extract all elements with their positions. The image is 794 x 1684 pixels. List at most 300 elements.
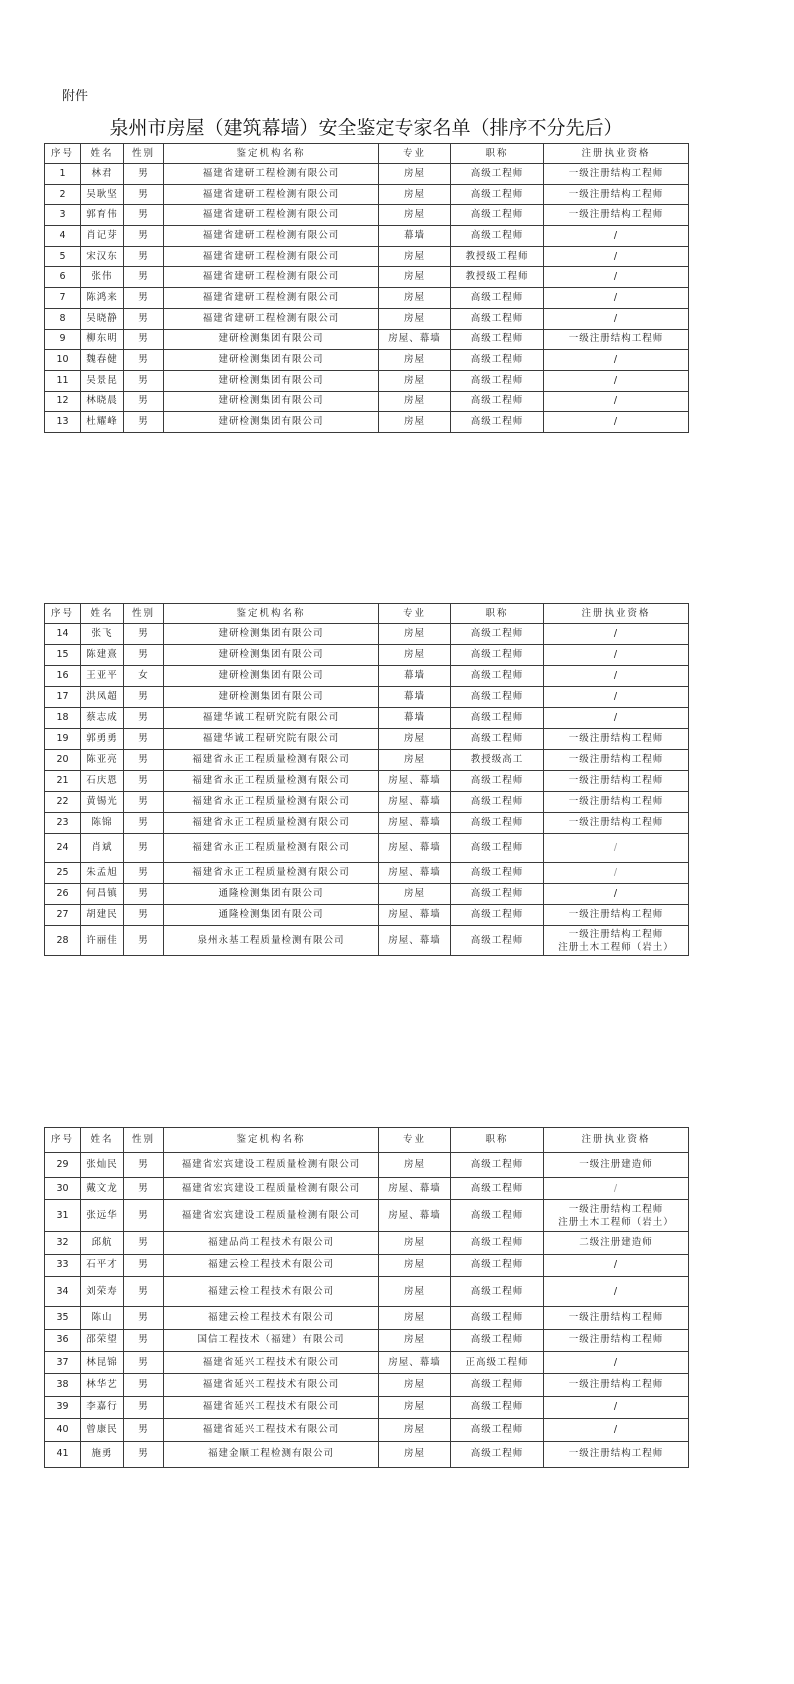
cell-gender: 男 [124,729,164,750]
cell-name: 吴耿坚 [81,184,124,205]
cell-name: 吴景昆 [81,370,124,391]
cell-no: 39 [45,1396,81,1418]
cell-gender: 男 [124,391,164,412]
header-row [45,1128,689,1153]
cell-cert: / [544,288,689,309]
cell-cert: 一级注册结构工程师 [544,729,689,750]
cell-cert: 一级注册建造师 [544,1153,689,1178]
table-row [45,771,689,792]
cell-cert: 一级注册结构工程师 [544,164,689,185]
cell-no: 23 [45,813,81,834]
cell-no: 36 [45,1329,81,1351]
cell-no: 13 [45,412,81,433]
cell-cert: 一级注册结构工程师 [544,771,689,792]
cell-major: 房屋、幕墙 [379,1351,451,1373]
cell-gender: 男 [124,750,164,771]
cell-no: 29 [45,1153,81,1178]
cell-cert: / [544,708,689,729]
table-row [45,1396,689,1418]
cell-no: 17 [45,687,81,708]
cell-org: 福建省建研工程检测有限公司 [164,226,379,247]
cell-org: 福建省延兴工程技术有限公司 [164,1419,379,1441]
cell-cert: / [544,1178,689,1200]
cell-org: 福建省永正工程质量检测有限公司 [164,813,379,834]
header-cell-cert: 注册执业资格 [544,604,689,624]
header-cell-cert: 注册执业资格 [544,1128,689,1153]
cell-org: 福建省建研工程检测有限公司 [164,288,379,309]
cell-major: 幕墙 [379,226,451,247]
cell-name: 张灿民 [81,1153,124,1178]
cell-job-title: 高级工程师 [451,308,544,329]
cell-major: 房屋 [379,370,451,391]
cell-name: 施勇 [81,1441,124,1467]
table-row [45,834,689,863]
cell-cert: / [544,391,689,412]
cell-org: 建研检测集团有限公司 [164,329,379,350]
cell-major: 房屋、幕墙 [379,1200,451,1232]
table-row [45,792,689,813]
cell-major: 房屋 [379,1232,451,1254]
cell-org: 福建华诚工程研究院有限公司 [164,708,379,729]
cell-gender: 男 [124,412,164,433]
cell-cert: 一级注册结构工程师 [544,905,689,926]
cert-line: 一级注册结构工程师 [568,928,664,940]
table-row [45,1277,689,1307]
cell-cert: / [544,1396,689,1418]
cell-major: 房屋 [379,350,451,371]
cell-gender: 男 [124,1200,164,1232]
table-row [45,370,689,391]
cell-gender: 女 [124,666,164,687]
cell-name: 郭育伟 [81,205,124,226]
cell-org: 建研检测集团有限公司 [164,370,379,391]
cell-org: 福建华诚工程研究院有限公司 [164,729,379,750]
cell-major: 房屋 [379,391,451,412]
cell-major: 房屋 [379,645,451,666]
cell-name: 石庆恩 [81,771,124,792]
cell-org: 建研检测集团有限公司 [164,412,379,433]
cell-gender: 男 [124,1441,164,1467]
cell-org: 福建省宏宾建设工程质量检测有限公司 [164,1153,379,1178]
cell-job-title: 高级工程师 [451,184,544,205]
cell-major: 房屋、幕墙 [379,771,451,792]
cell-name: 蔡志成 [81,708,124,729]
cell-no: 35 [45,1307,81,1329]
cell-org: 福建云检工程技术有限公司 [164,1307,379,1329]
cell-cert: 二级注册建造师 [544,1232,689,1254]
cell-job-title: 高级工程师 [451,1396,544,1418]
cell-job-title: 高级工程师 [451,1374,544,1396]
cell-major: 房屋 [379,205,451,226]
cell-gender: 男 [124,370,164,391]
cell-job-title: 高级工程师 [451,226,544,247]
header-cell-job-title: 职称 [451,144,544,164]
header-cell-name: 姓名 [81,604,124,624]
cell-job-title: 高级工程师 [451,905,544,926]
cell-major: 房屋 [379,184,451,205]
table-row [45,1441,689,1467]
table-row [45,708,689,729]
cell-job-title: 高级工程师 [451,863,544,884]
cell-job-title: 高级工程师 [451,412,544,433]
cell-cert: 一级注册结构工程师 [544,205,689,226]
cell-major: 房屋 [379,729,451,750]
cell-no: 26 [45,884,81,905]
cell-org: 福建省永正工程质量检测有限公司 [164,771,379,792]
cert-line: 注册土木工程师（岩土） [558,941,674,953]
header-cell-no: 序号 [45,144,81,164]
cell-name: 林华艺 [81,1374,124,1396]
cell-name: 胡建民 [81,905,124,926]
cell-name: 陈鸿来 [81,288,124,309]
cell-name: 李嘉行 [81,1396,124,1418]
cell-major: 房屋、幕墙 [379,905,451,926]
cell-job-title: 教授级高工 [451,750,544,771]
cell-org: 福建省永正工程质量检测有限公司 [164,792,379,813]
cell-name: 陈锦 [81,813,124,834]
cell-no: 27 [45,905,81,926]
header-cell-gender: 性别 [124,1128,164,1153]
cell-job-title: 高级工程师 [451,729,544,750]
header-cell-major: 专业 [379,144,451,164]
cell-org: 通隆检测集团有限公司 [164,905,379,926]
table-row [45,926,689,956]
cell-name: 洪凤超 [81,687,124,708]
cell-org: 福建云检工程技术有限公司 [164,1277,379,1307]
cell-gender: 男 [124,905,164,926]
cell-major: 房屋 [379,1153,451,1178]
cell-job-title: 高级工程师 [451,205,544,226]
cell-gender: 男 [124,350,164,371]
cell-major: 房屋 [379,884,451,905]
cell-no: 5 [45,246,81,267]
cell-name: 何昌镇 [81,884,124,905]
cell-org: 通隆检测集团有限公司 [164,884,379,905]
cell-gender: 男 [124,708,164,729]
cell-name: 肖斌 [81,834,124,863]
cell-job-title: 高级工程师 [451,834,544,863]
cell-gender: 男 [124,1254,164,1276]
table-row [45,412,689,433]
cell-gender: 男 [124,1232,164,1254]
table-row [45,863,689,884]
table-row [45,750,689,771]
cell-name: 魏春健 [81,350,124,371]
cell-no: 31 [45,1200,81,1232]
cell-major: 房屋 [379,1307,451,1329]
cell-org: 泉州永基工程质量检测有限公司 [164,926,379,956]
cell-no: 18 [45,708,81,729]
cell-major: 房屋 [379,1374,451,1396]
cell-no: 16 [45,666,81,687]
cell-gender: 男 [124,863,164,884]
cell-gender: 男 [124,246,164,267]
cell-job-title: 教授级工程师 [451,246,544,267]
cert-line: 注册土木工程师（岩土） [558,1216,674,1228]
cell-job-title: 高级工程师 [451,1329,544,1351]
cell-org: 福建省建研工程检测有限公司 [164,267,379,288]
cell-name: 邱航 [81,1232,124,1254]
cell-no: 32 [45,1232,81,1254]
header-cell-major: 专业 [379,1128,451,1153]
cell-org: 福建省建研工程检测有限公司 [164,308,379,329]
table-row [45,1351,689,1373]
cell-major: 房屋 [379,1396,451,1418]
cell-major: 房屋 [379,1277,451,1307]
table-row [45,687,689,708]
cell-cert: / [544,370,689,391]
cell-cert: / [544,412,689,433]
table-row [45,205,689,226]
cell-name: 刘荣寿 [81,1277,124,1307]
document-title: 泉州市房屋（建筑幕墙）安全鉴定专家名单（排序不分先后） [109,117,623,139]
table-row [45,1419,689,1441]
cell-gender: 男 [124,645,164,666]
cell-cert: / [544,1277,689,1307]
table-row [45,1200,689,1232]
cell-gender: 男 [124,1153,164,1178]
cell-cert: / [544,267,689,288]
cell-job-title: 高级工程师 [451,884,544,905]
cell-name: 许丽佳 [81,926,124,956]
table-row [45,246,689,267]
cell-cert: / [544,834,689,863]
table-row [45,184,689,205]
cell-name: 吴晓静 [81,308,124,329]
cell-gender: 男 [124,267,164,288]
cell-org: 福建省永正工程质量检测有限公司 [164,750,379,771]
table-row [45,666,689,687]
table-row [45,729,689,750]
cell-gender: 男 [124,329,164,350]
cell-no: 12 [45,391,81,412]
cell-major: 房屋 [379,1329,451,1351]
cell-gender: 男 [124,1307,164,1329]
cell-org: 福建金顺工程检测有限公司 [164,1441,379,1467]
cell-gender: 男 [124,164,164,185]
cell-job-title: 正高级工程师 [451,1351,544,1373]
table-row [45,813,689,834]
cell-name: 肖记芽 [81,226,124,247]
cell-cert: / [544,884,689,905]
cell-major: 房屋 [379,308,451,329]
cell-no: 6 [45,267,81,288]
cell-major: 房屋、幕墙 [379,863,451,884]
cell-org: 建研检测集团有限公司 [164,391,379,412]
cell-job-title: 教授级工程师 [451,267,544,288]
cell-major: 房屋、幕墙 [379,926,451,956]
table-row [45,1307,689,1329]
cell-major: 房屋 [379,1441,451,1467]
cell-gender: 男 [124,926,164,956]
cell-job-title: 高级工程师 [451,1254,544,1276]
cell-org: 福建省建研工程检测有限公司 [164,246,379,267]
cell-org: 建研检测集团有限公司 [164,645,379,666]
cert-line: 一级注册结构工程师 [568,1203,664,1215]
header-cell-job-title: 职称 [451,604,544,624]
cell-job-title: 高级工程师 [451,1232,544,1254]
cell-gender: 男 [124,884,164,905]
cell-major: 房屋 [379,750,451,771]
cell-no: 37 [45,1351,81,1373]
expert-table-1 [44,143,689,433]
cell-job-title: 高级工程师 [451,1307,544,1329]
cell-org: 福建省建研工程检测有限公司 [164,205,379,226]
cell-major: 幕墙 [379,687,451,708]
cell-name: 黄锡光 [81,792,124,813]
cell-gender: 男 [124,1329,164,1351]
table-row [45,905,689,926]
cell-no: 1 [45,164,81,185]
table-row [45,1153,689,1178]
cell-cert: / [544,624,689,645]
cell-cert: / [544,308,689,329]
header-cell-org: 鉴定机构名称 [164,144,379,164]
cell-name: 邵荣望 [81,1329,124,1351]
cell-job-title: 高级工程师 [451,164,544,185]
cell-no: 8 [45,308,81,329]
cell-name: 陈建熹 [81,645,124,666]
cell-name: 张飞 [81,624,124,645]
cell-no: 3 [45,205,81,226]
header-cell-no: 序号 [45,1128,81,1153]
cell-org: 福建省永正工程质量检测有限公司 [164,863,379,884]
cell-cert: 一级注册结构工程师 [544,1441,689,1467]
cell-major: 房屋 [379,624,451,645]
cell-major: 房屋、幕墙 [379,813,451,834]
table-row [45,1232,689,1254]
cell-major: 幕墙 [379,708,451,729]
header-cell-job-title: 职称 [451,1128,544,1153]
cell-name: 郭勇勇 [81,729,124,750]
cell-no: 7 [45,288,81,309]
cell-gender: 男 [124,1396,164,1418]
cell-name: 柳东明 [81,329,124,350]
cell-gender: 男 [124,687,164,708]
attachment-label: 附件 [62,89,89,104]
cell-job-title: 高级工程师 [451,1419,544,1441]
header-cell-name: 姓名 [81,1128,124,1153]
cell-job-title: 高级工程师 [451,329,544,350]
cell-cert: 一级注册结构工程师 [544,1374,689,1396]
cell-cert [544,926,689,956]
cell-cert: 一级注册结构工程师 [544,813,689,834]
cell-no: 33 [45,1254,81,1276]
cell-job-title: 高级工程师 [451,771,544,792]
cell-name: 曾康民 [81,1419,124,1441]
table-row [45,1374,689,1396]
cell-gender: 男 [124,813,164,834]
cell-gender: 男 [124,288,164,309]
cell-gender: 男 [124,792,164,813]
cell-org: 福建省延兴工程技术有限公司 [164,1374,379,1396]
cell-cert: 一级注册结构工程师 [544,329,689,350]
cell-major: 房屋、幕墙 [379,1178,451,1200]
cell-job-title: 高级工程师 [451,813,544,834]
header-cell-org: 鉴定机构名称 [164,604,379,624]
table-row [45,267,689,288]
cell-major: 房屋 [379,246,451,267]
cell-major: 房屋 [379,267,451,288]
table-row [45,308,689,329]
cell-gender: 男 [124,1419,164,1441]
cell-no: 4 [45,226,81,247]
cell-org: 国信工程技术（福建）有限公司 [164,1329,379,1351]
cell-gender: 男 [124,205,164,226]
cell-name: 张远华 [81,1200,124,1232]
cell-cert: 一级注册结构工程师 [544,1329,689,1351]
cell-no: 21 [45,771,81,792]
header-cell-major: 专业 [379,604,451,624]
cell-name: 张伟 [81,267,124,288]
cell-cert: 一级注册结构工程师 [544,792,689,813]
cell-job-title: 高级工程师 [451,1200,544,1232]
cell-org: 福建省永正工程质量检测有限公司 [164,834,379,863]
header-cell-org: 鉴定机构名称 [164,1128,379,1153]
header-row [45,144,689,164]
table-row [45,329,689,350]
cell-name: 朱孟旭 [81,863,124,884]
cell-no: 38 [45,1374,81,1396]
cell-gender: 男 [124,1351,164,1373]
cell-gender: 男 [124,771,164,792]
cell-major: 房屋、幕墙 [379,792,451,813]
cell-gender: 男 [124,1374,164,1396]
cell-job-title: 高级工程师 [451,645,544,666]
cell-name: 宋汉东 [81,246,124,267]
cell-no: 30 [45,1178,81,1200]
cell-name: 杜耀峰 [81,412,124,433]
cell-name: 王亚平 [81,666,124,687]
header-cell-no: 序号 [45,604,81,624]
table-row [45,350,689,371]
cell-org: 建研检测集团有限公司 [164,350,379,371]
cell-job-title: 高级工程师 [451,687,544,708]
expert-table-3 [44,1127,689,1468]
cell-cert: / [544,645,689,666]
cell-name: 陈亚亮 [81,750,124,771]
cell-job-title: 高级工程师 [451,350,544,371]
cell-job-title: 高级工程师 [451,708,544,729]
cell-cert: / [544,666,689,687]
cell-cert: / [544,226,689,247]
table-row [45,164,689,185]
cell-cert: / [544,1419,689,1441]
table-row [45,288,689,309]
cell-org: 福建省延兴工程技术有限公司 [164,1351,379,1373]
table-row [45,1329,689,1351]
cell-no: 41 [45,1441,81,1467]
cell-job-title: 高级工程师 [451,288,544,309]
cell-gender: 男 [124,226,164,247]
table-row [45,1178,689,1200]
cell-cert: / [544,350,689,371]
table-row [45,1254,689,1276]
cell-job-title: 高级工程师 [451,1178,544,1200]
cell-cert: / [544,687,689,708]
cell-cert: / [544,246,689,267]
cell-org: 建研检测集团有限公司 [164,624,379,645]
expert-table-2 [44,603,689,956]
cell-no: 14 [45,624,81,645]
cell-name: 林君 [81,164,124,185]
cell-job-title: 高级工程师 [451,926,544,956]
cell-job-title: 高级工程师 [451,1153,544,1178]
cell-cert: 一级注册结构工程师 [544,750,689,771]
table-row [45,391,689,412]
header-cell-cert: 注册执业资格 [544,144,689,164]
cell-no: 15 [45,645,81,666]
